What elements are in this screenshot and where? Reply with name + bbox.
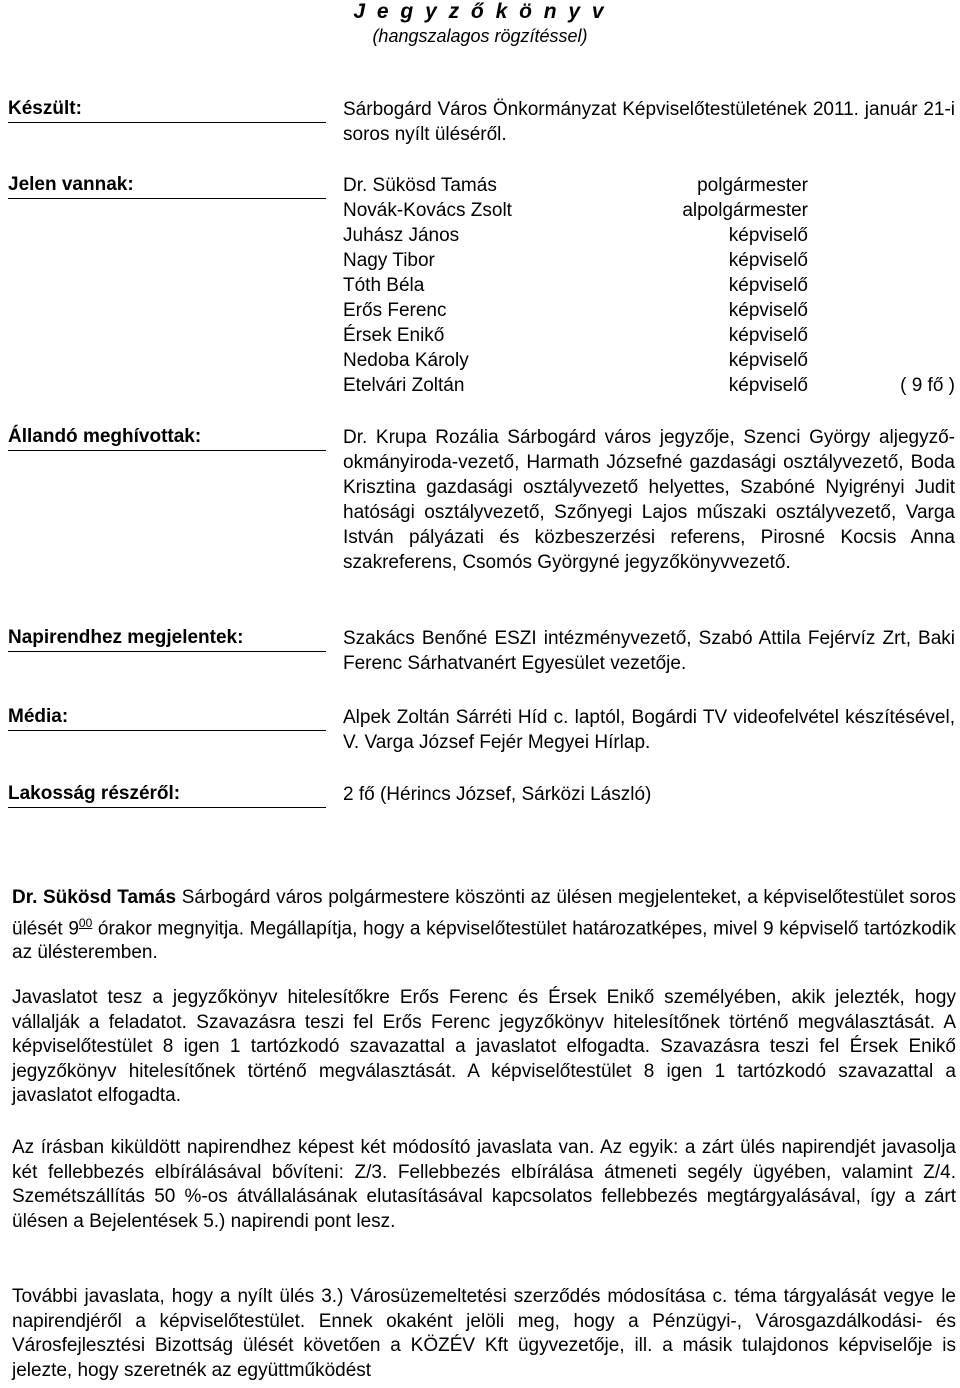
attendee-row — [343, 198, 955, 223]
attendee-role: képviselő — [728, 250, 808, 271]
attendee-row — [343, 248, 955, 273]
attendee-count — [808, 223, 955, 248]
attendee-row — [343, 323, 955, 348]
keszult-label: Készült: — [8, 98, 82, 119]
attendee-row — [343, 373, 955, 398]
attendee-count — [808, 248, 955, 273]
jelen-label: Jelen vannak: — [8, 174, 134, 195]
attendee-count — [808, 323, 955, 348]
document-header — [0, 0, 960, 48]
attendee-count — [808, 298, 955, 323]
attendee-count — [808, 198, 955, 223]
attendee-row — [343, 223, 955, 248]
attendee-count — [808, 173, 955, 198]
paragraph-further-proposal: További javaslata, hogy a nyílt ülés 3.) Városüzemeltetési szerződés módosítása c. téma tárgyalását vegye le napirendjéről a képviselőtestület. Ennek okaként jelöli meg, hogy a Pénzügyi-, Városgazdálkodási- és Városfejlesztési Bizottság ülését követően a KÖZÉV Kft ügyvezetője, ill. a másik tulajdonos képviselője is jelezte, hogy szeretnék az együttműködést — [12, 1286, 956, 1381]
attendee-count: ( 9 fő ) — [900, 375, 955, 396]
attendee-name: Tóth Béla — [343, 275, 425, 296]
paragraph-text: órakor megnyitja. Megállapítja, hogy a képviselőtestület határozatképes, mivel 9 képviselő tartózkodik az ülésteremben. — [12, 917, 957, 964]
document-subtitle: (hangszalagos rögzítéssel) — [372, 26, 588, 46]
attendee-role: képviselő — [728, 275, 808, 296]
attendee-name: Etelvári Zoltán — [343, 375, 465, 396]
attendee-row — [343, 173, 955, 198]
attendee-role: képviselő — [728, 375, 808, 396]
keszult-value: Sárbogárd Város Önkormányzat Képviselőtestületének 2011. január 21-i soros nyílt üléséről. — [343, 99, 955, 145]
lakossag-label: Lakosság részéről: — [8, 783, 181, 804]
media-value: Alpek Zoltán Sárréti Híd c. laptól, Bogárdi TV videofelvétel készítésével, V. Varga József Fejér Megyei Hírlap. — [343, 707, 955, 753]
attendee-name: Dr. Sükösd Tamás — [343, 175, 497, 196]
lakossag-value: 2 fő (Hérincs József, Sárközi László) — [343, 784, 652, 805]
attendee-role: képviselő — [728, 350, 808, 371]
attendee-role: képviselő — [728, 225, 808, 246]
allando-label: Állandó meghívottak: — [8, 426, 202, 447]
document-title: J e g y z ő k ö n y v — [353, 0, 607, 23]
attendee-role: alpolgármester — [682, 200, 808, 221]
paragraph-verifiers: Javaslatot tesz a jegyzőkönyv hitelesítőkre Erős Ferenc és Érsek Enikő személyében, akik jelezték, hogy vállalják a feladatot. Szavazásra teszi fel Erős Ferenc jegyzőkönyv hitelesítőnek történő megválasztását. A képviselőtestület 8 igen 1 tartózkodó szavazattal a javaslatot elfogadta. Szavazásra teszi fel Érsek Enikő jegyzőkönyv hitelesítőnek történő megválasztását. A képviselőtestület 8 igen 1 tartózkodó szavazattal a javaslatot elfogadta. — [12, 987, 956, 1106]
attendee-role: képviselő — [728, 325, 808, 346]
attendee-count — [808, 273, 955, 298]
attendee-name: Nedoba Károly — [343, 350, 469, 371]
attendee-name: Juhász János — [343, 225, 460, 246]
attendees-table — [343, 173, 955, 398]
media-label: Média: — [8, 706, 69, 727]
napirend-value: Szakács Benőné ESZI intézményvezető, Szabó Attila Fejérvíz Zrt, Baki Ferenc Sárhatvanért Egyesület vezetője. — [343, 628, 955, 674]
mayor-name: Dr. Sükösd Tamás — [12, 887, 177, 908]
attendee-count — [808, 348, 955, 373]
attendee-name: Nagy Tibor — [343, 250, 435, 271]
attendee-row — [343, 298, 955, 323]
paragraph-opening — [12, 886, 956, 966]
attendee-name: Érsek Enikő — [343, 325, 445, 346]
attendee-row — [343, 273, 955, 298]
attendee-role: polgármester — [697, 175, 808, 196]
attendee-role: képviselő — [728, 300, 808, 321]
paragraph-text: Sárbogárd város polgármestere köszönti az ülésen megjelenteket, a képviselőtestület soros ülését 9 — [12, 887, 956, 939]
attendee-name: Novák-Kovács Zsolt — [343, 200, 512, 221]
paragraph-agenda-changes: Az írásban kiküldött napirendhez képest két módosító javaslata van. Az egyik: a zárt ülés napirendjét javasolja két fellebbezés elbírálásával bővíteni: Z/3. Fellebbezés elbírálása átmeneti segély ügyében, valamint Z/4. Szemétszállítás 50 %-os átvállalásának elutasításával kapcsolatos fellebbezés megtárgyalásával, így a zárt ülésen a Bejelentések 5.) napirendi pont lesz. — [12, 1137, 956, 1232]
napirend-label: Napirendhez megjelentek: — [8, 627, 244, 648]
attendee-name: Erős Ferenc — [343, 300, 447, 321]
attendee-row — [343, 348, 955, 373]
time-minutes: 00 — [78, 915, 93, 930]
allando-value: Dr. Krupa Rozália Sárbogárd város jegyzője, Szenci György aljegyző- okmányiroda-vezető, Harmath Józsefné gazdasági osztályvezető, Boda Krisztina gazdasági osztályvezető helyettes, Szabóné Nyigrényi Judit hatósági osztályvezető, Szőnyegi Lajos műszaki osztályvezető, Varga István pályázati és közbeszerzési referens, Pirosné Kocsis Anna szakreferens, Csomós Györgyné jegyzőkönyvvezető. — [343, 427, 955, 573]
